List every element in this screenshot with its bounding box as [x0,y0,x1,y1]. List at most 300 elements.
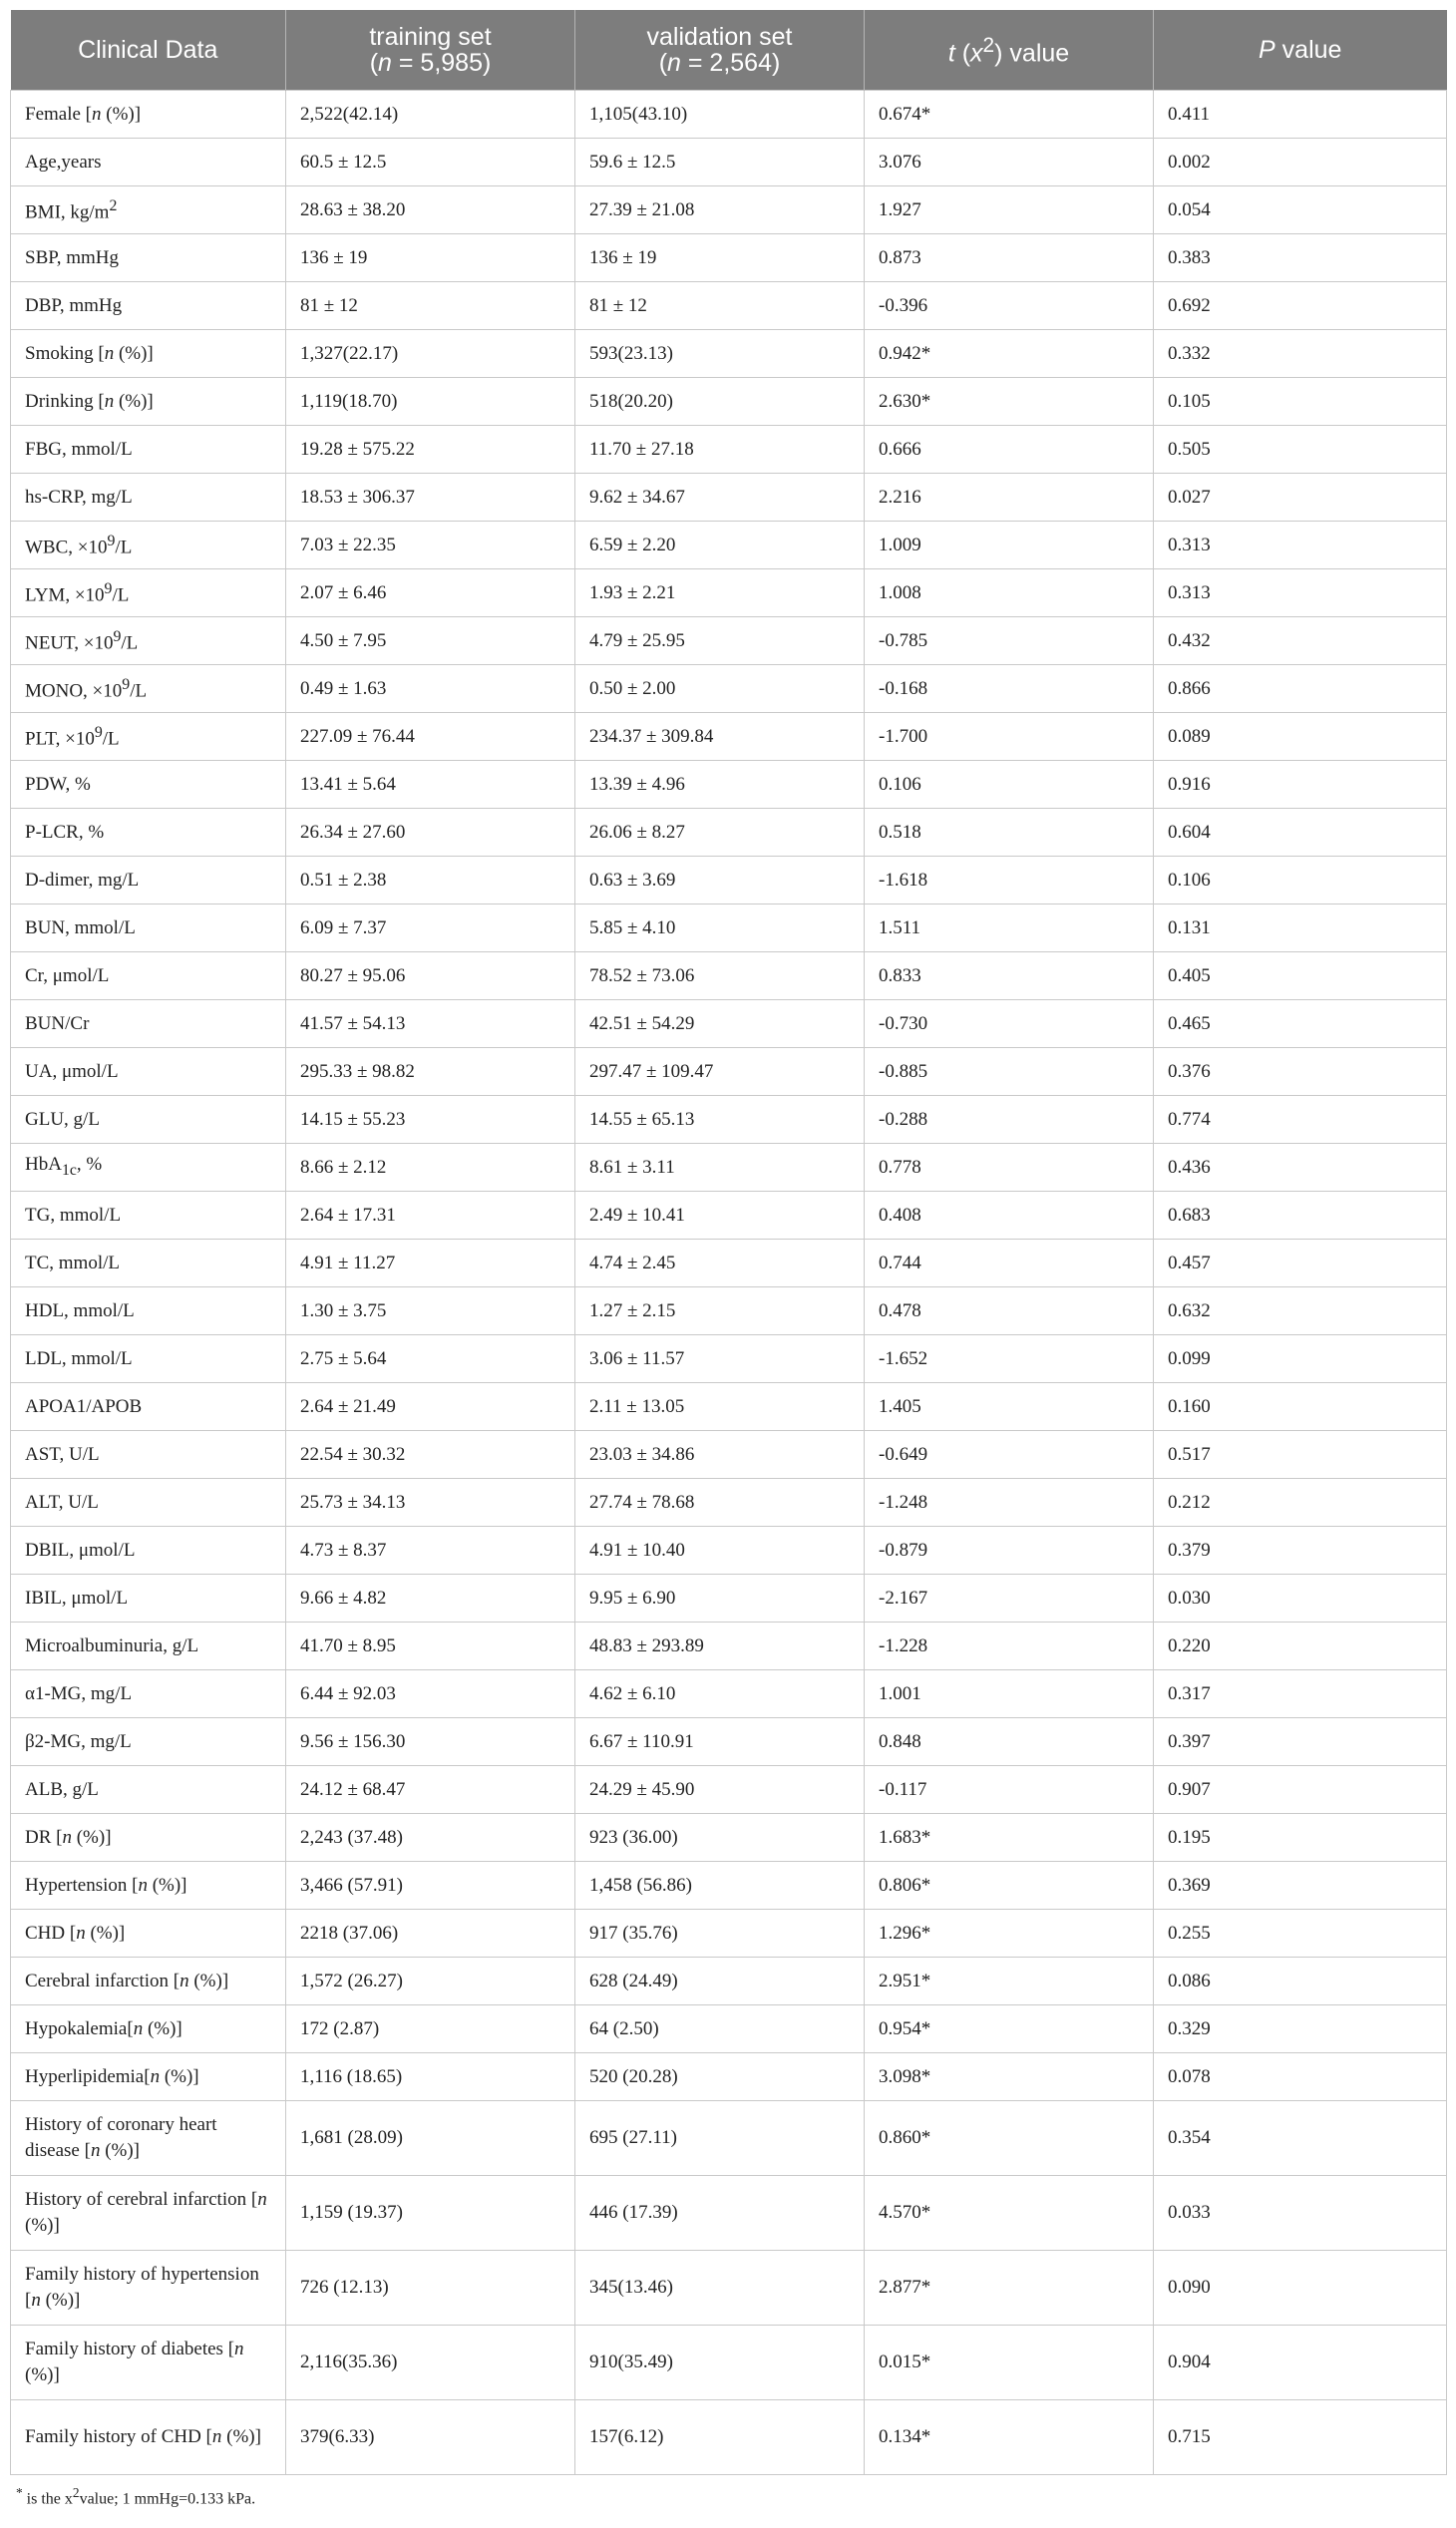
p-value: 0.329 [1154,2005,1447,2053]
row-label-text: Drinking [ [25,390,105,412]
row-label-tail: (%)] [114,390,154,412]
table-row [11,1623,1447,1670]
p-value: 0.317 [1154,1670,1447,1718]
t-value: -1.618 [865,857,1154,904]
table-row [11,234,1447,282]
p-value: 0.379 [1154,1527,1447,1575]
p-value: 0.255 [1154,1910,1447,1958]
row-label [11,1623,286,1670]
table-row [11,761,1447,809]
header-t-value [865,10,1154,91]
p-value: 0.465 [1154,1000,1447,1048]
row-label-tail: (%)] [188,1970,229,1991]
header-x-symbol: x [970,39,983,68]
t-value: 3.076 [865,139,1154,186]
row-label-tail: (%)] [114,342,154,364]
validation-value: 59.6 ± 12.5 [575,139,865,186]
training-value: 80.27 ± 95.06 [286,952,575,1000]
t-value: -2.167 [865,1575,1154,1623]
validation-value: 628 (24.49) [575,1958,865,2005]
validation-value: 3.06 ± 11.57 [575,1335,865,1383]
table-row [11,2251,1447,2326]
row-label-text: NEUT, ×10 [25,632,114,654]
p-value: 0.033 [1154,2176,1447,2251]
p-value: 0.090 [1154,2251,1447,2326]
p-value: 0.405 [1154,952,1447,1000]
header-t-symbol: t [947,39,955,68]
t-value: 1.009 [865,522,1154,569]
validation-value: 593(23.13) [575,330,865,378]
row-label [11,1048,286,1096]
t-value: 0.778 [865,1144,1154,1192]
row-label-text: Cr, μmol/L [25,964,110,986]
row-label-text: BMI, kg/m [25,201,110,223]
t-value: 0.806* [865,1862,1154,1910]
t-value: 0.106 [865,761,1154,809]
header-clinical-data [11,10,286,91]
t-value: -0.885 [865,1048,1154,1096]
row-label [11,1958,286,2005]
p-value: 0.078 [1154,2053,1447,2101]
row-label-text: DBP, mmHg [25,294,123,316]
row-label-tail: (%)] [100,2140,141,2161]
row-label-text: FBG, mmol/L [25,438,133,460]
row-label [11,1383,286,1431]
training-value: 7.03 ± 22.35 [286,522,575,569]
row-label-italic: n [150,2065,161,2087]
p-value: 0.432 [1154,617,1447,665]
t-value: -0.785 [865,617,1154,665]
t-value: 2.877* [865,2251,1154,2326]
validation-value: 64 (2.50) [575,2005,865,2053]
table-row [11,809,1447,857]
row-label-tail: (%)] [221,2426,261,2447]
training-value: 6.44 ± 92.03 [286,1670,575,1718]
row-label-text: LDL, mmol/L [25,1347,133,1369]
header-validation-set-title: validation set [646,23,793,51]
p-value: 0.195 [1154,1814,1447,1862]
row-label [11,1910,286,1958]
training-value: 9.66 ± 4.82 [286,1575,575,1623]
t-value: 0.134* [865,2400,1154,2475]
training-value: 379(6.33) [286,2400,575,2475]
table-container [10,10,1446,2508]
row-label-tail: /L [102,728,120,750]
validation-value: 1,105(43.10) [575,91,865,139]
row-label [11,2101,286,2176]
training-value: 41.57 ± 54.13 [286,1000,575,1048]
validation-value: 26.06 ± 8.27 [575,809,865,857]
row-label [11,139,286,186]
row-label-text: TC, mmol/L [25,1252,120,1273]
row-label [11,2005,286,2053]
p-value: 0.354 [1154,2101,1447,2176]
t-value: 0.954* [865,2005,1154,2053]
row-label-text: IBIL, μmol/L [25,1587,129,1609]
row-label-italic: n [104,390,115,412]
validation-value: 9.62 ± 34.67 [575,474,865,522]
validation-value: 11.70 ± 27.18 [575,426,865,474]
training-value: 22.54 ± 30.32 [286,1431,575,1479]
row-label [11,761,286,809]
table-row [11,1670,1447,1718]
row-label [11,1575,286,1623]
t-value: 1.405 [865,1383,1154,1431]
table-row [11,2101,1447,2176]
header-p-symbol: P [1259,36,1275,64]
row-label-italic: n [211,2426,222,2447]
p-value: 0.105 [1154,378,1447,426]
table-row [11,1575,1447,1623]
table-row [11,1192,1447,1240]
p-value: 0.332 [1154,330,1447,378]
row-label-text: AST, U/L [25,1443,100,1465]
row-label-italic: n [76,1922,86,1944]
row-label-text: Hypertension [ [25,1874,139,1896]
validation-value: 910(35.49) [575,2326,865,2400]
row-label-tail: (%)] [25,2215,60,2236]
training-value: 19.28 ± 575.22 [286,426,575,474]
header-x-sup: 2 [982,34,995,58]
training-value: 1,327(22.17) [286,330,575,378]
footnote-star: * [16,2485,23,2500]
row-label [11,2326,286,2400]
p-value: 0.002 [1154,139,1447,186]
validation-value: 4.79 ± 25.95 [575,617,865,665]
row-label [11,904,286,952]
row-label [11,809,286,857]
p-value: 0.313 [1154,569,1447,617]
p-value: 0.313 [1154,522,1447,569]
row-label [11,1766,286,1814]
table-row [11,1240,1447,1287]
row-label-tail: (%)] [85,1922,126,1944]
row-label-text: β2-MG, mg/L [25,1730,132,1752]
row-label-tail: /L [112,584,130,606]
training-value: 1,119(18.70) [286,378,575,426]
validation-value: 2.11 ± 13.05 [575,1383,865,1431]
header-validation-count: = 2,564) [680,49,781,77]
training-value: 13.41 ± 5.64 [286,761,575,809]
training-value: 4.50 ± 7.95 [286,617,575,665]
training-value: 2,116(35.36) [286,2326,575,2400]
t-value: -0.117 [865,1766,1154,1814]
row-label [11,1240,286,1287]
row-label [11,1479,286,1527]
header-t-rest: ) value [994,39,1070,68]
p-value: 0.604 [1154,809,1447,857]
p-value: 0.027 [1154,474,1447,522]
row-label [11,1000,286,1048]
table-row [11,282,1447,330]
row-label-italic: n [138,1874,148,1896]
p-value: 0.383 [1154,234,1447,282]
training-value: 136 ± 19 [286,234,575,282]
t-value: 0.408 [865,1192,1154,1240]
table-row [11,1000,1447,1048]
row-label-text: PLT, ×10 [25,728,95,750]
row-label [11,1431,286,1479]
row-label-text: CHD [ [25,1922,77,1944]
validation-value: 297.47 ± 109.47 [575,1048,865,1096]
training-value: 4.91 ± 11.27 [286,1240,575,1287]
row-label-text: APOA1/APOB [25,1395,143,1417]
validation-value: 695 (27.11) [575,2101,865,2176]
t-value: 0.015* [865,2326,1154,2400]
training-value: 25.73 ± 34.13 [286,1479,575,1527]
row-label-italic: n [92,103,102,125]
training-value: 1,681 (28.09) [286,2101,575,2176]
row-label-tail: (%)] [25,2364,60,2385]
row-label [11,186,286,234]
training-value: 726 (12.13) [286,2251,575,2326]
t-value: 1.511 [865,904,1154,952]
row-label [11,234,286,282]
training-value: 28.63 ± 38.20 [286,186,575,234]
row-label-sub: 1c [61,1161,77,1179]
t-value: 0.873 [865,234,1154,282]
row-label-text: Smoking [ [25,342,105,364]
table-row [11,1287,1447,1335]
row-label-text: Family history of hypertension [ [25,2264,259,2311]
t-value: 1.001 [865,1670,1154,1718]
row-label-text: MONO, ×10 [25,680,123,702]
training-value: 2.64 ± 21.49 [286,1383,575,1431]
row-label-text: TG, mmol/L [25,1204,122,1226]
row-label [11,91,286,139]
t-value: 2.630* [865,378,1154,426]
row-label-text: History of coronary heart disease [ [25,2114,217,2161]
row-label-text: HbA [25,1153,62,1175]
t-value: -1.228 [865,1623,1154,1670]
validation-value: 234.37 ± 309.84 [575,713,865,761]
p-value: 0.904 [1154,2326,1447,2400]
p-value: 0.683 [1154,1192,1447,1240]
table-footnote [16,2485,1446,2508]
table-row [11,952,1447,1000]
table-row [11,522,1447,569]
table-row [11,378,1447,426]
training-value: 1,116 (18.65) [286,2053,575,2101]
header-row [11,10,1447,91]
row-label-text: Microalbuminuria, g/L [25,1634,199,1656]
t-value: 1.927 [865,186,1154,234]
row-label-text: Age,years [25,151,102,173]
validation-value: 24.29 ± 45.90 [575,1766,865,1814]
t-value: 0.518 [865,809,1154,857]
header-training-set-title: training set [369,23,492,51]
validation-value: 27.74 ± 78.68 [575,1479,865,1527]
table-row [11,426,1447,474]
row-label [11,1096,286,1144]
table-row [11,1862,1447,1910]
row-label-text: hs-CRP, mg/L [25,486,133,508]
validation-value: 345(13.46) [575,2251,865,2326]
t-value: 2.216 [865,474,1154,522]
footnote-rest: value; 1 mmHg=0.133 kPa. [79,2490,256,2508]
t-value: -0.649 [865,1431,1154,1479]
row-label-italic: n [31,2290,41,2311]
p-value: 0.907 [1154,1766,1447,1814]
training-value: 6.09 ± 7.37 [286,904,575,952]
training-value: 2.64 ± 17.31 [286,1192,575,1240]
validation-value: 1.27 ± 2.15 [575,1287,865,1335]
row-label-tail: (%)] [160,2065,199,2087]
p-value: 0.397 [1154,1718,1447,1766]
table-row [11,1527,1447,1575]
row-label-text: LYM, ×10 [25,584,105,606]
training-value: 24.12 ± 68.47 [286,1766,575,1814]
t-value: 1.296* [865,1910,1154,1958]
row-label-sup: 9 [94,724,103,742]
table-row [11,904,1447,952]
row-label-italic: n [104,342,115,364]
row-label [11,665,286,713]
row-label-text: Hyperlipidemia[ [25,2065,151,2087]
validation-value: 0.50 ± 2.00 [575,665,865,713]
table-row [11,1958,1447,2005]
p-value: 0.131 [1154,904,1447,952]
training-value: 41.70 ± 8.95 [286,1623,575,1670]
t-value: 0.744 [865,1240,1154,1287]
row-label [11,1192,286,1240]
p-value: 0.517 [1154,1431,1447,1479]
p-value: 0.212 [1154,1479,1447,1527]
row-label [11,1527,286,1575]
row-label-italic: n [234,2339,244,2359]
table-row [11,665,1447,713]
header-validation-n: n [667,49,681,77]
p-value: 0.436 [1154,1144,1447,1192]
table-row [11,2176,1447,2251]
table-row [11,1144,1447,1192]
table-row [11,1431,1447,1479]
validation-value: 923 (36.00) [575,1814,865,1862]
validation-value: 27.39 ± 21.08 [575,186,865,234]
row-label-text: WBC, ×10 [25,537,108,558]
row-label [11,426,286,474]
row-label [11,2251,286,2326]
validation-value: 446 (17.39) [575,2176,865,2251]
validation-value: 518(20.20) [575,378,865,426]
row-label [11,2053,286,2101]
row-label [11,1670,286,1718]
table-body [11,91,1447,2475]
table-row [11,330,1447,378]
validation-value: 23.03 ± 34.86 [575,1431,865,1479]
clinical-data-table [10,10,1447,2475]
validation-value: 157(6.12) [575,2400,865,2475]
table-row [11,1766,1447,1814]
t-value: 0.666 [865,426,1154,474]
validation-value: 48.83 ± 293.89 [575,1623,865,1670]
training-value: 227.09 ± 76.44 [286,713,575,761]
p-value: 0.099 [1154,1335,1447,1383]
t-value: -0.168 [865,665,1154,713]
row-label-sup: 9 [107,533,116,550]
table-row [11,186,1447,234]
table-row [11,1718,1447,1766]
p-value: 0.160 [1154,1383,1447,1431]
p-value: 0.632 [1154,1287,1447,1335]
t-value: -0.288 [865,1096,1154,1144]
validation-value: 4.74 ± 2.45 [575,1240,865,1287]
row-label [11,617,286,665]
p-value: 0.106 [1154,857,1447,904]
row-label-text: P-LCR, % [25,821,105,843]
header-validation-set [575,10,865,91]
row-label-text: HDL, mmol/L [25,1299,135,1321]
training-value: 60.5 ± 12.5 [286,139,575,186]
p-value: 0.866 [1154,665,1447,713]
table-row [11,1814,1447,1862]
validation-value: 1.93 ± 2.21 [575,569,865,617]
table-row [11,139,1447,186]
validation-value: 917 (35.76) [575,1910,865,1958]
table-row [11,2053,1447,2101]
training-value: 9.56 ± 156.30 [286,1718,575,1766]
t-value: 0.674* [865,91,1154,139]
row-label-text: GLU, g/L [25,1108,100,1130]
table-row [11,569,1447,617]
p-value: 0.086 [1154,1958,1447,2005]
row-label-italic: n [180,1970,189,1991]
p-value: 0.774 [1154,1096,1447,1144]
training-value: 8.66 ± 2.12 [286,1144,575,1192]
table-row [11,2005,1447,2053]
training-value: 26.34 ± 27.60 [286,809,575,857]
row-label [11,713,286,761]
row-label-text: D-dimer, mg/L [25,869,140,891]
p-value: 0.054 [1154,186,1447,234]
row-label [11,569,286,617]
row-label-text: DR [ [25,1826,63,1848]
table-row [11,2326,1447,2400]
t-value: 0.833 [865,952,1154,1000]
row-label [11,1718,286,1766]
validation-value: 0.63 ± 3.69 [575,857,865,904]
training-value: 2.75 ± 5.64 [286,1335,575,1383]
training-value: 2,243 (37.48) [286,1814,575,1862]
validation-value: 4.62 ± 6.10 [575,1670,865,1718]
table-row [11,1479,1447,1527]
p-value: 0.916 [1154,761,1447,809]
validation-value: 13.39 ± 4.96 [575,761,865,809]
row-label-sup: 9 [104,580,113,598]
p-value: 0.220 [1154,1623,1447,1670]
row-label-italic: n [90,2140,101,2161]
training-value: 295.33 ± 98.82 [286,1048,575,1096]
row-label-text: DBIL, μmol/L [25,1539,136,1561]
t-value: 1.008 [865,569,1154,617]
training-value: 172 (2.87) [286,2005,575,2053]
training-value: 2.07 ± 6.46 [286,569,575,617]
table-row [11,91,1447,139]
row-label-tail: (%)] [143,2017,182,2039]
row-label [11,2400,286,2475]
training-value: 1,159 (19.37) [286,2176,575,2251]
row-label [11,1144,286,1192]
row-label-text: History of cerebral infarction [ [25,2189,258,2210]
p-value: 0.505 [1154,426,1447,474]
training-value: 0.51 ± 2.38 [286,857,575,904]
training-value: 14.15 ± 55.23 [286,1096,575,1144]
row-label [11,952,286,1000]
row-label [11,857,286,904]
training-value: 0.49 ± 1.63 [286,665,575,713]
row-label-tail: (%)] [147,1874,187,1896]
row-label-sup: 9 [113,628,122,646]
